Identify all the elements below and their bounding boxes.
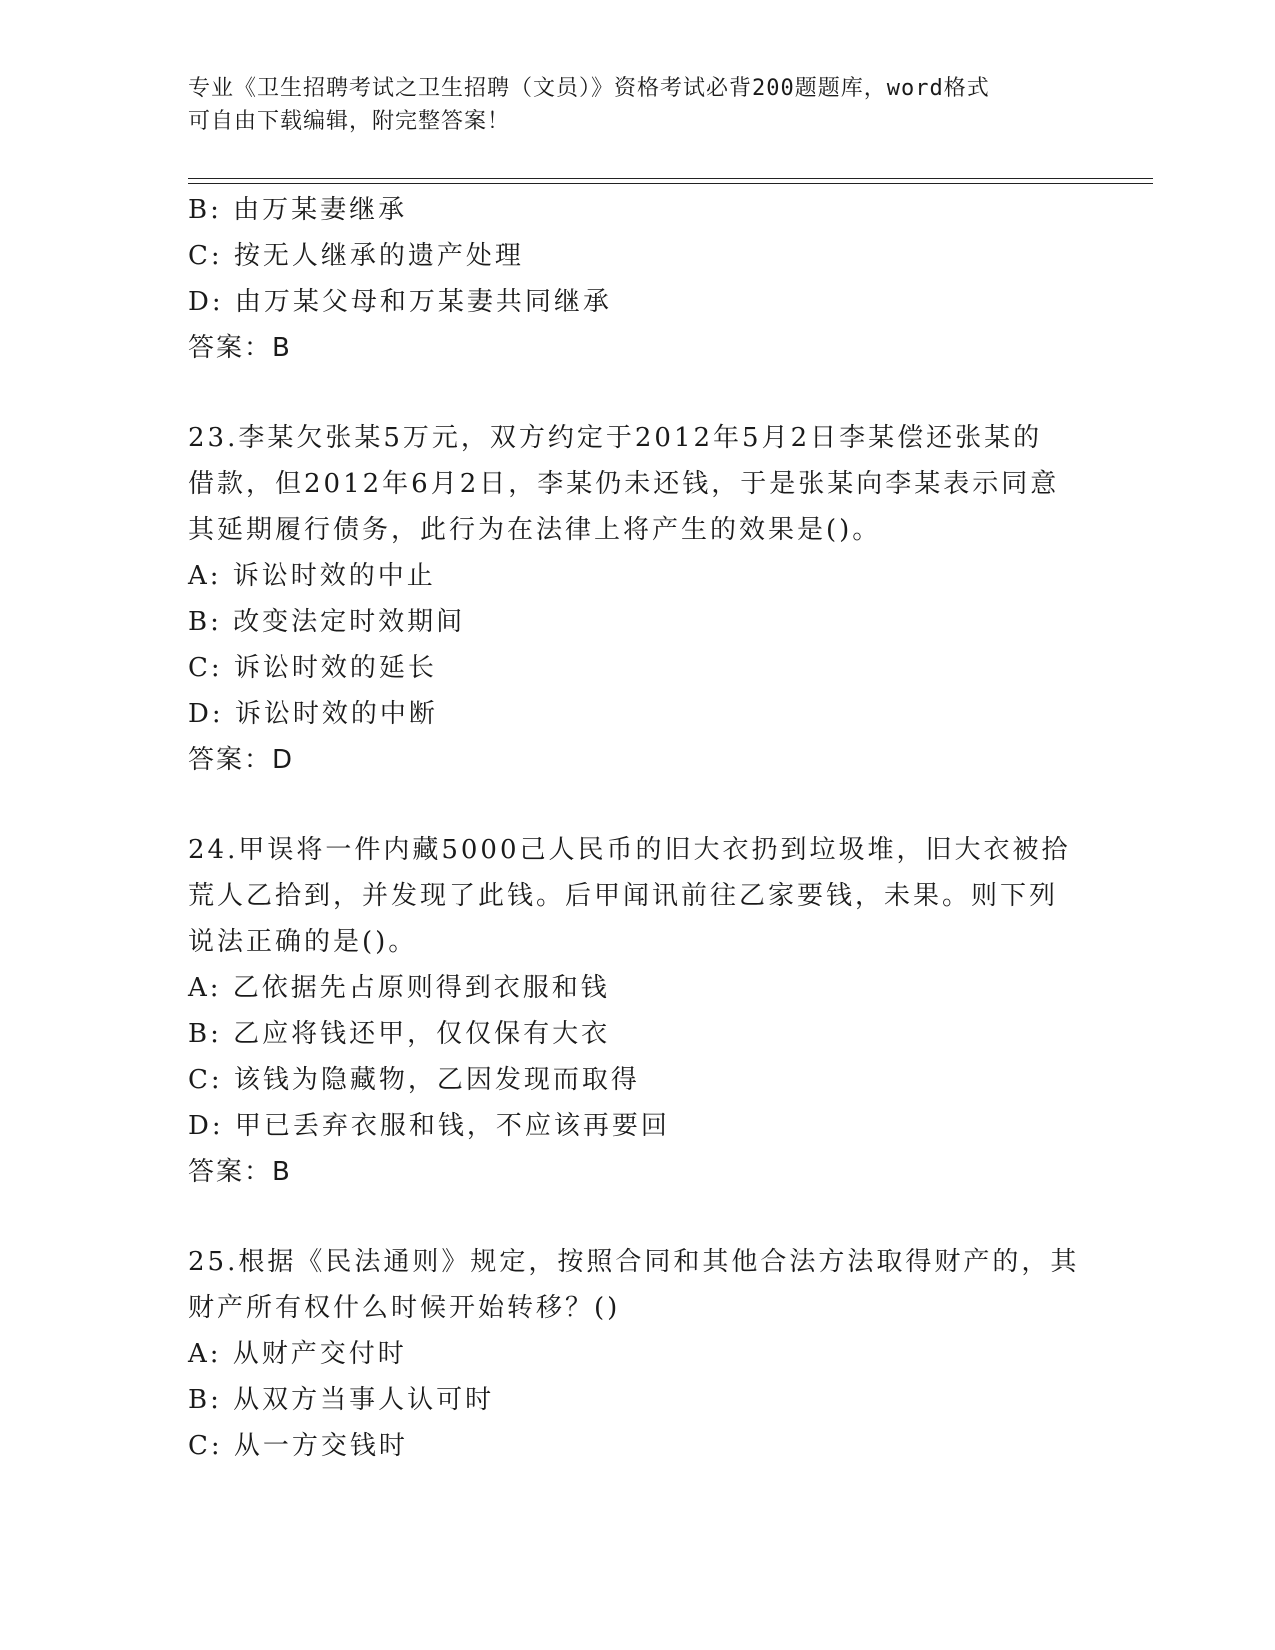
option-d: D: 诉讼时效的中断 [188, 699, 438, 729]
option-b: B: 改变法定时效期间 [188, 607, 466, 637]
question-stem-line: 其延期履行债务，此行为在法律上将产生的效果是()。 [188, 515, 882, 545]
option-b: B: 由万某妻继承 [188, 195, 408, 225]
answer-line: 答案：B [188, 333, 292, 363]
option-c: C: 诉讼时效的延长 [188, 653, 437, 683]
header-divider-top [188, 178, 1153, 179]
option-a: A: 从财产交付时 [188, 1339, 407, 1369]
document-header [188, 72, 1068, 138]
question-stem-line: 借款，但2012年6月2日，李某仍未还钱，于是张某向李某表示同意 [188, 469, 1060, 499]
option-c: C: 按无人继承的遗产处理 [188, 241, 524, 271]
answer-line: 答案：B [188, 1157, 292, 1187]
question-24 [188, 827, 1088, 1195]
header-title-line-2: 可自由下载编辑，附完整答案！ [188, 109, 511, 134]
header-divider-bottom [188, 183, 1153, 184]
option-d: D: 由万某父母和万某妻共同继承 [188, 287, 612, 317]
option-a: A: 诉讼时效的中止 [188, 561, 436, 591]
document-body [188, 187, 1088, 1469]
question-stem-line: 24.甲误将一件内藏5000己人民币的旧大衣扔到垃圾堆，旧大衣被拾 [188, 835, 1071, 865]
question-stem-line: 荒人乙拾到，并发现了此钱。后甲闻讯前往乙家要钱，未果。则下列 [188, 881, 1059, 911]
question-stem-line: 说法正确的是()。 [188, 927, 418, 957]
question-22 [188, 187, 1088, 371]
option-d: D: 甲已丢弃衣服和钱，不应该再要回 [188, 1111, 670, 1141]
option-b: B: 乙应将钱还甲，仅仅保有大衣 [188, 1019, 611, 1049]
header-title-line-1: 专业《卫生招聘考试之卫生招聘（文员）》资格考试必背200题题库，word格式 [188, 76, 990, 101]
option-c: C: 该钱为隐藏物，乙因发现而取得 [188, 1065, 640, 1095]
question-stem-line: 25.根据《民法通则》规定，按照合同和其他合法方法取得财产的，其 [188, 1247, 1080, 1277]
question-stem-line: 财产所有权什么时候开始转移？() [188, 1293, 621, 1323]
option-a: A: 乙依据先占原则得到衣服和钱 [188, 973, 610, 1003]
answer-line: 答案：D [188, 745, 295, 775]
question-25 [188, 1239, 1088, 1469]
question-23 [188, 415, 1088, 783]
question-stem-line: 23.李某欠张某5万元，双方约定于2012年5月2日李某偿还张某的 [188, 423, 1043, 453]
option-b: B: 从双方当事人认可时 [188, 1385, 495, 1415]
option-c: C: 从一方交钱时 [188, 1431, 408, 1461]
